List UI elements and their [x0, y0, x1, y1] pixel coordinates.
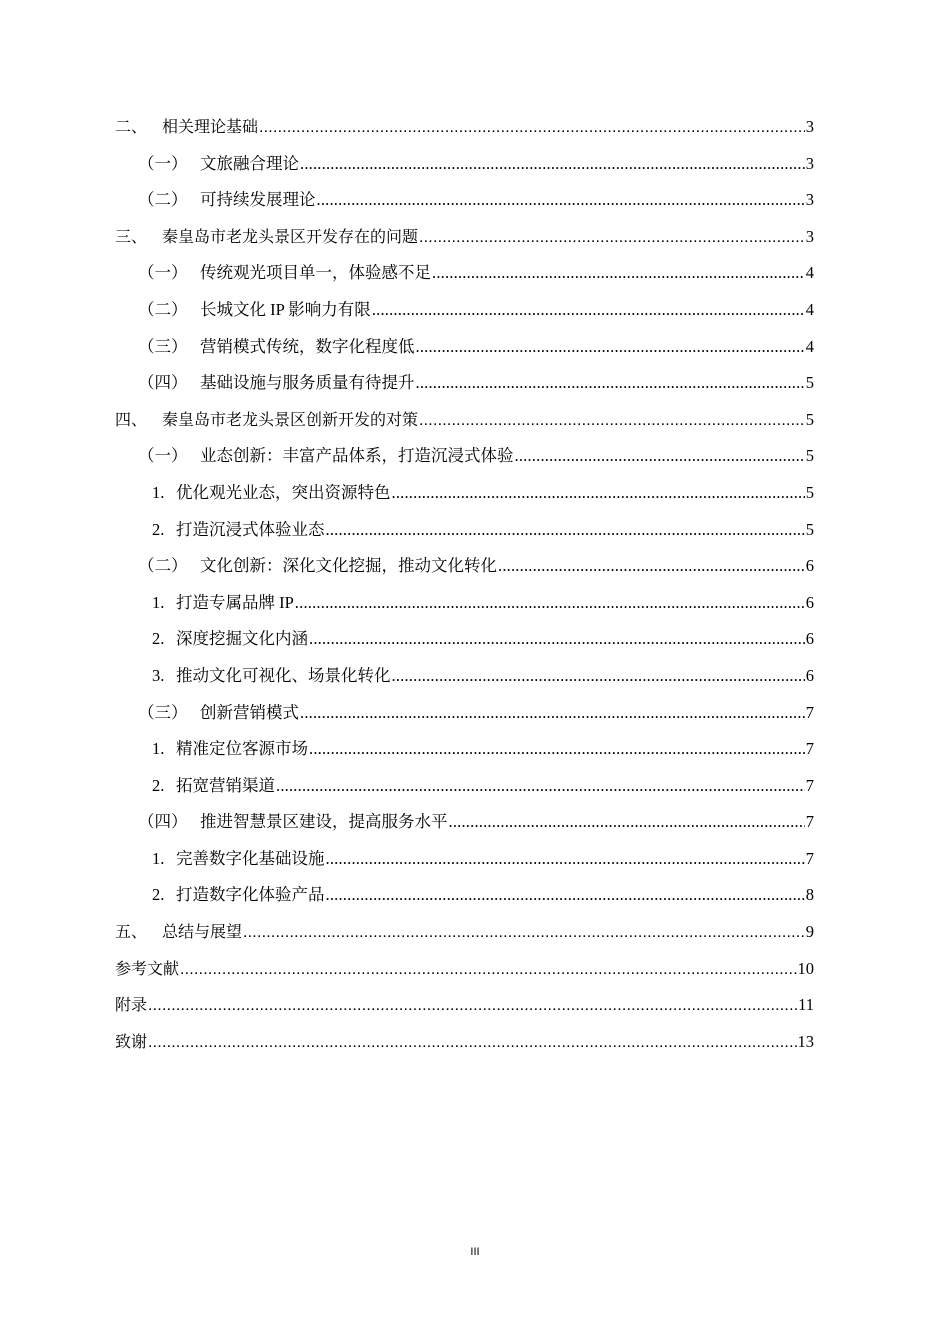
- toc-entry[interactable]: [115, 219, 814, 256]
- toc-entry-number: （二）: [138, 556, 188, 576]
- dot-leader: [259, 110, 805, 147]
- dot-leader: [372, 292, 805, 329]
- toc-entry[interactable]: [115, 438, 814, 475]
- toc-entry-page: 8: [805, 885, 814, 905]
- toc-entry[interactable]: [115, 109, 814, 146]
- toc-entry-title: 深度挖掘文化内涵: [176, 629, 308, 649]
- toc-entry[interactable]: [115, 475, 814, 512]
- table-of-contents: [115, 109, 814, 1060]
- toc-entry-title: 参考文献: [115, 960, 180, 978]
- toc-entry-number: （四）: [138, 812, 188, 832]
- toc-entry-number: （一）: [138, 446, 188, 466]
- dot-leader: [148, 988, 797, 1025]
- toc-entry-page: 6: [805, 556, 814, 576]
- toc-entry-title: 精准定位客源市场: [176, 739, 308, 759]
- toc-entry-number: 1.: [152, 739, 165, 759]
- toc-entry-page: 3: [805, 117, 814, 136]
- toc-entry[interactable]: [115, 914, 814, 951]
- toc-entry-page: 9: [805, 922, 814, 942]
- toc-entry-page: 6: [805, 592, 814, 612]
- toc-entry-page: 5: [805, 409, 814, 429]
- dot-leader: [515, 438, 805, 475]
- toc-entry[interactable]: [115, 329, 814, 366]
- toc-entry[interactable]: [115, 621, 814, 658]
- toc-entry[interactable]: [115, 951, 814, 988]
- toc-entry[interactable]: [115, 658, 814, 695]
- toc-entry-title: 业态创新：丰富产品体系，打造沉浸式体验: [200, 446, 514, 466]
- page-number-footer: III: [470, 1246, 480, 1258]
- toc-entry-number: （四）: [138, 373, 188, 393]
- toc-entry-title: 完善数字化基础设施: [176, 848, 325, 868]
- toc-entry-number: 3.: [152, 665, 165, 685]
- toc-entry-page: 5: [805, 373, 814, 393]
- toc-entry-page: 4: [805, 299, 814, 319]
- dot-leader: [416, 365, 805, 402]
- toc-entry-number: 1.: [152, 482, 165, 502]
- dot-leader: [326, 841, 805, 878]
- toc-entry-title: 文旅融合理论: [200, 153, 299, 173]
- toc-entry-page: 7: [805, 775, 814, 795]
- dot-leader: [309, 731, 805, 768]
- toc-entry-page: 4: [805, 336, 814, 356]
- toc-entry[interactable]: [115, 255, 814, 292]
- dot-leader: [326, 877, 805, 914]
- toc-entry[interactable]: [115, 512, 814, 549]
- toc-entry-page: 5: [805, 482, 814, 502]
- dot-leader: [317, 182, 805, 219]
- dot-leader: [498, 548, 805, 585]
- toc-entry-page: 3: [805, 226, 814, 246]
- toc-entry-page: 7: [805, 739, 814, 759]
- toc-entry-title: 拓宽营销渠道: [176, 775, 275, 795]
- toc-entry-page: 11: [798, 995, 814, 1015]
- toc-entry[interactable]: [115, 548, 814, 585]
- toc-entry-title: 推进智慧景区建设，提高服务水平: [200, 812, 448, 832]
- dot-leader: [419, 220, 805, 257]
- toc-entry-page: 3: [805, 153, 814, 173]
- toc-entry-page: 7: [805, 812, 814, 832]
- toc-entry[interactable]: [115, 585, 814, 622]
- dot-leader: [300, 146, 805, 183]
- toc-entry-title: 创新营销模式: [200, 702, 299, 722]
- toc-entry-title: 文化创新：深化文化挖掘，推动文化转化: [200, 556, 497, 576]
- toc-entry-number: 1.: [152, 592, 165, 612]
- toc-entry-number: （三）: [138, 336, 188, 356]
- toc-entry[interactable]: [115, 877, 814, 914]
- toc-entry-title: 长城文化 IP 影响力有限: [200, 299, 371, 319]
- toc-entry-page: 7: [805, 848, 814, 868]
- toc-entry[interactable]: [115, 402, 814, 439]
- dot-leader: [276, 768, 805, 805]
- toc-entry-title: 基础设施与服务质量有待提升: [200, 373, 415, 393]
- toc-entry-page: 13: [797, 1031, 814, 1051]
- toc-entry-number: （二）: [138, 190, 188, 210]
- toc-entry-number: 二、: [115, 119, 148, 136]
- toc-entry-number: （二）: [138, 299, 188, 319]
- toc-entry-title: 优化观光业态，突出资源特色: [176, 482, 391, 502]
- toc-entry[interactable]: [115, 182, 814, 219]
- toc-entry-number: 2.: [152, 775, 165, 795]
- toc-entry-page: 6: [805, 629, 814, 649]
- toc-entry-page: 5: [805, 519, 814, 539]
- toc-entry[interactable]: [115, 1024, 814, 1061]
- dot-leader: [392, 475, 805, 512]
- toc-entry[interactable]: [115, 695, 814, 732]
- toc-entry[interactable]: [115, 731, 814, 768]
- toc-entry-page: 3: [805, 190, 814, 210]
- toc-entry-title: 传统观光项目单一，体验感不足: [200, 263, 431, 283]
- toc-entry[interactable]: [115, 987, 814, 1024]
- toc-entry-title: 可持续发展理论: [200, 190, 316, 210]
- toc-entry[interactable]: [115, 146, 814, 183]
- toc-entry[interactable]: [115, 768, 814, 805]
- dot-leader: [309, 621, 805, 658]
- toc-entry-title: 秦皇岛市老龙头景区创新开发的对策: [162, 411, 419, 429]
- toc-entry[interactable]: [115, 841, 814, 878]
- toc-entry-title: 秦皇岛市老龙头景区开发存在的问题: [162, 228, 419, 246]
- dot-leader: [419, 403, 805, 440]
- toc-entry-title: 相关理论基础: [162, 119, 259, 136]
- toc-entry-title: 打造数字化体验产品: [176, 885, 325, 905]
- toc-entry-number: （三）: [138, 702, 188, 722]
- toc-entry-title: 致谢: [115, 1033, 148, 1051]
- toc-entry-number: 三、: [115, 228, 148, 246]
- toc-entry[interactable]: [115, 365, 814, 402]
- toc-entry-page: 4: [805, 263, 814, 283]
- toc-entry[interactable]: [115, 804, 814, 841]
- dot-leader: [449, 804, 805, 841]
- toc-entry-title: 推动文化可视化、场景化转化: [176, 665, 391, 685]
- toc-entry-title: 营销模式传统，数字化程度低: [200, 336, 415, 356]
- dot-leader: [295, 585, 805, 622]
- toc-entry-number: 1.: [152, 848, 165, 868]
- toc-entry-title: 打造专属品牌 IP: [176, 592, 294, 612]
- toc-entry-page: 7: [805, 702, 814, 722]
- toc-entry-number: 五、: [115, 924, 148, 942]
- dot-leader: [432, 255, 805, 292]
- toc-entry-page: 6: [805, 665, 814, 685]
- toc-entry[interactable]: [115, 292, 814, 329]
- dot-leader: [148, 1025, 796, 1062]
- toc-entry-number: （一）: [138, 153, 188, 173]
- toc-entry-number: （一）: [138, 263, 188, 283]
- dot-leader: [243, 915, 805, 952]
- toc-entry-number: 四、: [115, 411, 148, 429]
- toc-entry-title: 附录: [115, 997, 148, 1015]
- toc-entry-page: 5: [805, 446, 814, 466]
- toc-entry-number: 2.: [152, 629, 165, 649]
- toc-entry-title: 打造沉浸式体验业态: [176, 519, 325, 539]
- dot-leader: [300, 695, 805, 732]
- dot-leader: [180, 952, 796, 989]
- dot-leader: [326, 512, 805, 549]
- toc-entry-number: 2.: [152, 885, 165, 905]
- dot-leader: [392, 658, 805, 695]
- toc-entry-number: 2.: [152, 519, 165, 539]
- toc-entry-page: 10: [797, 958, 814, 978]
- toc-entry-title: 总结与展望: [162, 924, 243, 942]
- dot-leader: [416, 329, 805, 366]
